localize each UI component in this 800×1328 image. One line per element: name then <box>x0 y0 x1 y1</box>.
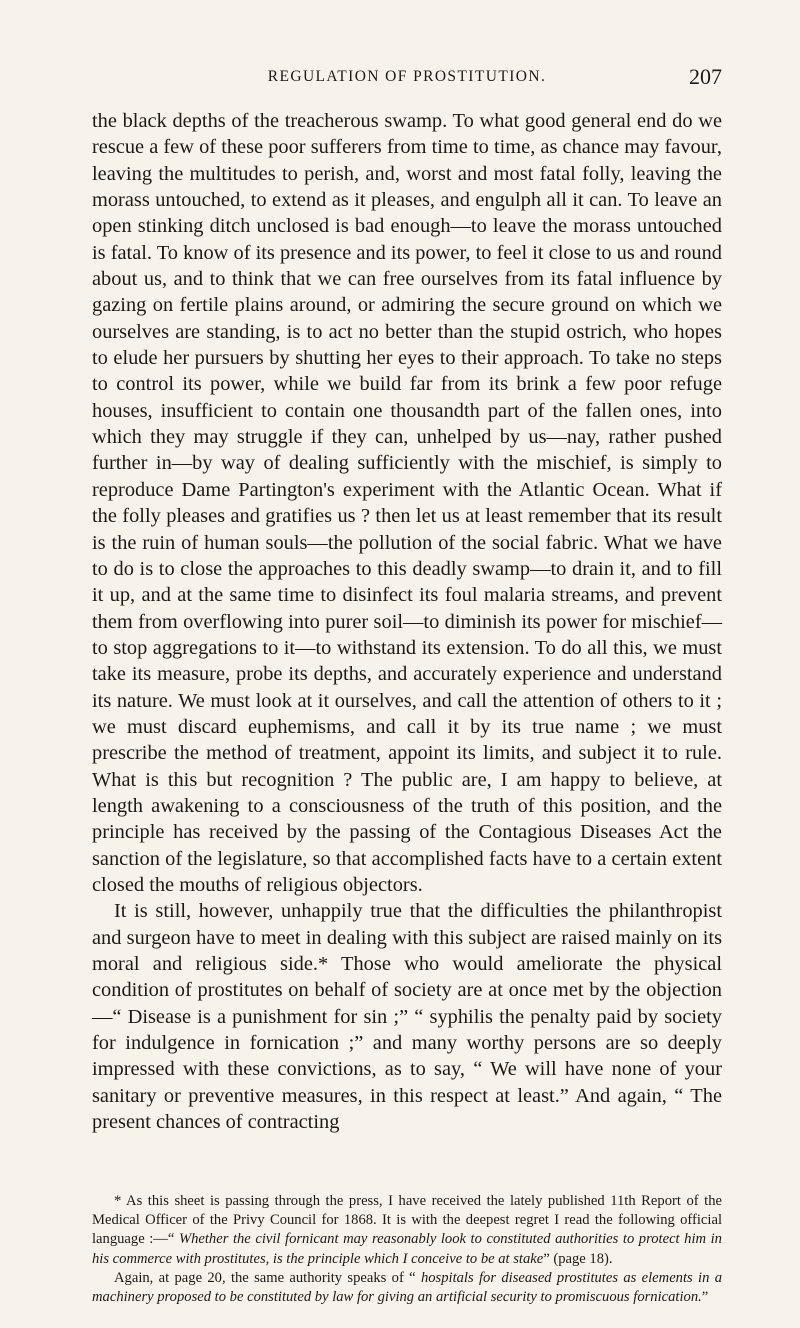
footnote-paragraph <box>92 1192 722 1269</box>
paragraph: It is still, however, unhappily true that the difficulties the philanthropist and surgeon have to meet in dealing with this subject are raised mainly on its moral and religious side.* Those who would ameliorate the physical condition of prostitutes on behalf of society are at once met by the objection—“ Disease is a punishment for sin ;” “ syphilis the penalty paid by society for indulgence in fornication ;” and many worthy persons are so deeply impressed with these convictions, as to say, “ We will have none of your sanitary or preventive measures, in this respect at least.” And again, “ The present chances of contracting <box>92 900 722 1134</box>
footnote-paragraph <box>92 1269 722 1307</box>
footnote-quote: Whether the civil fornicant may reasonably look to constituted authorities to protect him in his commerce with prostitutes, is the principle which I conceive to be at stake <box>92 1231 722 1267</box>
footnote <box>92 1192 722 1307</box>
running-head <box>92 64 722 94</box>
page-number: 207 <box>689 64 722 89</box>
footnote-text: * As this sheet is passing through the press, I have received the lately published 11th Report of the Medical Officer of the Privy Council for 1868. It is with the deepest regret I read the following official language :—“ <box>92 1193 722 1248</box>
footnote-text: ” (page 18). <box>543 1250 613 1267</box>
footnote-text: ” <box>701 1289 709 1306</box>
running-title: REGULATION OF PROSTITUTION. <box>267 68 547 85</box>
paragraph: the black depths of the treacherous swamp. To what good general end do we rescue a few of these poor sufferers from time to time, as chance may favour, leaving the multitudes to perish, and, worst and most fatal folly, leaving the morass untouched, to extend as it pleases, and engulph all it can. To leave an open stinking ditch unclosed is bad enough—to leave the morass untouched is fatal. To know of its presence and its power, to feel it close to us and round about us, and to think that we can free ourselves from its fatal influence by gazing on fertile plains around, or admiring the secure ground on which we ourselves are standing, is to act no better than the stupid ostrich, who hopes to elude her pursuers by shutting her eyes to their approach. To take no steps to control its power, while we build far from its brink a few poor refuge houses, insufficient to contain one thousandth part of the fallen ones, into which they may struggle if they can, unhelped by us—nay, rather pushed further in—by way of dealing sufficiently with the mischief, is simply to reproduce Dame Partington's experiment with the Atlantic Ocean. What if the folly pleases and gratifies us ? then let us at least remember that its result is the ruin of human souls—the pollution of the social fabric. What we have to do is to close the approaches to this deadly swamp—to drain it, and to fill it up, and at the same time to disinfect its foul malaria streams, and prevent them from overflowing into purer soil—to diminish its power for mischief—to stop aggregations to it—to withstand its extension. To do all this, we must take its measure, probe its depths, and accurately experience and understand its nature. We must look at it ourselves, and call the attention of others to it ; we must discard euphemisms, and call it by its true name ; we must prescribe the method of treatment, appoint its limits, and subject it to rule. What is this but recognition ? The public are, I am happy to believe, at length awakening to a consciousness of the truth of this position, and the principle has received by the passing of the Contagious Diseases Act the sanction of the legislature, so that accomplished facts have to a certain extent closed the mouths of religious objectors. <box>92 110 722 896</box>
footnote-quote: hospitals for diseased prostitutes as elements in a machinery proposed to be constituted by law for giving an artificial security to promiscuous fornication. <box>92 1269 722 1306</box>
footnote-text: Again, at page 20, the same authority speaks of “ <box>114 1269 421 1286</box>
body-text <box>92 108 722 1135</box>
